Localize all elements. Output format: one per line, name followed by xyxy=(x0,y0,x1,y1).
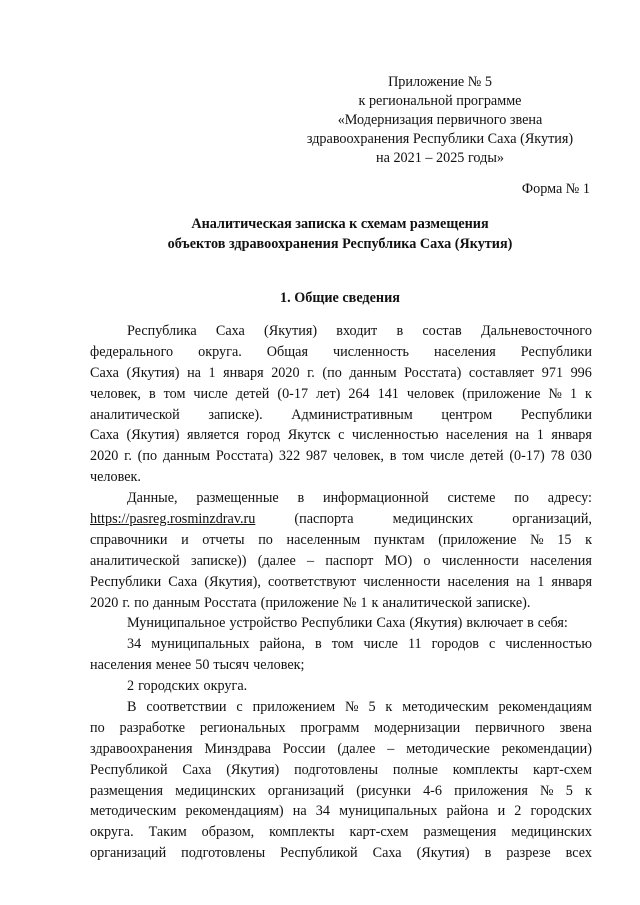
word: Данные, xyxy=(127,490,178,507)
word: Росстата xyxy=(204,594,257,611)
word: (по xyxy=(137,448,158,465)
word: (паспорта xyxy=(294,511,354,528)
word: том xyxy=(331,636,354,653)
body-line xyxy=(90,739,592,760)
word: к xyxy=(385,699,393,716)
word: Республика xyxy=(127,323,197,339)
word: том xyxy=(402,448,425,465)
word: 1 xyxy=(537,573,545,590)
word: № xyxy=(530,531,544,548)
title-line: объектов здравоохранения Республика Саха (Якутия) xyxy=(167,236,513,252)
word: организаций xyxy=(267,782,345,799)
word: детей xyxy=(235,385,270,402)
word: Саха xyxy=(372,845,402,862)
word: (приложение xyxy=(260,594,339,611)
word: января xyxy=(551,427,592,444)
word: 1 xyxy=(208,364,216,381)
body-line xyxy=(90,446,592,467)
word: муниципальных xyxy=(151,636,250,653)
word: (Якутия) xyxy=(264,323,318,339)
body-line xyxy=(90,676,592,697)
word: Таким xyxy=(148,824,187,841)
word: 322 xyxy=(278,448,301,465)
word: комплекты xyxy=(452,761,519,778)
word: человек, xyxy=(90,385,141,402)
word: аналитической xyxy=(90,552,180,569)
word: карт-схем xyxy=(349,824,409,841)
word: Республики xyxy=(520,343,592,360)
word: с xyxy=(489,636,496,653)
body-line xyxy=(90,781,592,802)
word: рекомендации) xyxy=(501,740,592,757)
word: (0-17) xyxy=(509,448,545,465)
word: – xyxy=(307,552,315,569)
word: детей xyxy=(469,448,504,465)
body-line xyxy=(90,425,592,446)
word: первичного xyxy=(475,719,545,736)
word: 11 xyxy=(407,636,422,653)
annex-line: на 2021 – 2025 годы» xyxy=(376,150,504,166)
word: России xyxy=(282,740,326,757)
word: 5 xyxy=(565,782,573,799)
word: 971 xyxy=(541,364,564,381)
word: к xyxy=(585,782,592,799)
word: Муниципальное xyxy=(127,615,226,632)
word: Саха xyxy=(90,427,119,444)
word: Республики xyxy=(301,615,373,632)
body-line xyxy=(90,363,592,384)
body-line xyxy=(90,593,592,614)
word: численность xyxy=(333,343,410,360)
word: Саха xyxy=(182,761,212,778)
word: центром xyxy=(441,406,493,423)
word: комплекты xyxy=(269,824,335,841)
word: Саха xyxy=(376,615,406,632)
word: с xyxy=(236,699,243,716)
word: 4-6 xyxy=(423,782,442,799)
word: муниципальных xyxy=(339,803,438,820)
word: аналитической xyxy=(90,406,180,423)
body-line xyxy=(90,760,592,781)
word: человек; xyxy=(253,657,305,674)
word: пунктам xyxy=(373,531,425,548)
word: включает xyxy=(466,615,524,632)
word: к xyxy=(585,531,592,548)
word: численностью xyxy=(351,427,439,444)
word: № xyxy=(345,699,359,716)
word: рекомендациям xyxy=(498,699,592,716)
body-line xyxy=(90,843,592,864)
word: человек, xyxy=(332,448,384,465)
word: приложением xyxy=(252,699,336,716)
word: В xyxy=(127,699,137,716)
word: человек xyxy=(406,385,455,402)
word: населенным xyxy=(286,531,361,548)
word: адресу: xyxy=(547,490,592,507)
word: № xyxy=(342,594,357,611)
word: Саха xyxy=(215,323,245,339)
word: 264 xyxy=(348,385,370,402)
word: человек. xyxy=(90,469,141,486)
word: соответствуют xyxy=(267,573,357,590)
word: в xyxy=(527,615,534,632)
word: методические xyxy=(406,740,490,757)
word: (Якутия), xyxy=(204,573,261,590)
word: (далее xyxy=(337,740,376,757)
body-line xyxy=(90,384,592,405)
word: округа. xyxy=(198,343,242,360)
word: населения xyxy=(447,573,510,590)
word: численности xyxy=(363,573,441,590)
word: медицинских xyxy=(511,824,592,841)
word: на xyxy=(515,427,530,444)
word: размещения xyxy=(423,824,497,841)
section-heading: 1. Общие сведения xyxy=(280,290,400,306)
word: лет) xyxy=(316,385,341,402)
word: округа. xyxy=(90,824,134,841)
word: записке). xyxy=(476,594,531,611)
body-line xyxy=(90,488,592,509)
word: город xyxy=(246,427,281,444)
word: данным xyxy=(349,364,397,381)
word: является xyxy=(187,427,240,444)
word: организаций, xyxy=(512,511,592,528)
word: 2020 xyxy=(271,364,300,381)
word: о xyxy=(423,552,431,569)
word: и xyxy=(181,531,189,548)
word: Росстата) xyxy=(215,448,274,465)
word: городов xyxy=(431,636,480,653)
word: организаций xyxy=(90,845,167,862)
word: устройство xyxy=(229,615,298,632)
form-label: Форма № 1 xyxy=(521,181,590,197)
word: населения xyxy=(90,657,152,674)
word: 141 xyxy=(377,385,399,402)
word: числе xyxy=(193,385,228,402)
word: (Якутия) xyxy=(126,364,180,381)
word: по xyxy=(514,490,529,507)
annex-header xyxy=(300,73,580,168)
word: федерального xyxy=(90,343,174,360)
body-line xyxy=(90,530,592,551)
word: с xyxy=(338,427,345,444)
word: программ xyxy=(300,719,360,736)
body-line xyxy=(90,697,592,718)
word: данным xyxy=(162,448,211,465)
word: на xyxy=(292,803,307,820)
word: Росстата) xyxy=(404,364,462,381)
word: МО) xyxy=(384,552,413,569)
word: 2 xyxy=(514,803,522,820)
word: 50 xyxy=(195,657,210,674)
word: (по xyxy=(322,364,342,381)
word: паспорт xyxy=(325,552,374,569)
body-line xyxy=(90,509,592,530)
word: медицинских xyxy=(175,782,256,799)
word: января xyxy=(551,573,592,590)
word: методическим xyxy=(90,803,177,820)
word: входит xyxy=(336,323,378,339)
body-line xyxy=(90,822,592,843)
word: системе xyxy=(447,490,496,507)
word: региональных xyxy=(199,719,286,736)
word: соответствии xyxy=(146,699,227,716)
body-line xyxy=(90,634,592,655)
word: здравоохранения xyxy=(90,740,193,757)
word: (0-17 xyxy=(277,385,309,402)
word: (далее xyxy=(257,552,296,569)
word: полные xyxy=(392,761,438,778)
word: Республики xyxy=(90,573,162,590)
word: по xyxy=(134,594,149,611)
word: (приложение xyxy=(462,385,541,402)
word: менее xyxy=(155,657,192,674)
word: в xyxy=(389,448,397,465)
word: всех xyxy=(565,845,592,862)
word: в xyxy=(396,323,404,339)
word: Саха xyxy=(168,573,198,590)
word: информационной xyxy=(323,490,429,507)
word: записке). xyxy=(208,406,263,423)
word: по xyxy=(258,531,273,548)
word: Минздрава xyxy=(204,740,271,757)
word: числе xyxy=(429,448,465,465)
word: Республики xyxy=(520,406,592,423)
word: численностью xyxy=(505,636,592,653)
word: 1 xyxy=(536,427,544,444)
word: 030 xyxy=(570,448,592,465)
word: том xyxy=(163,385,186,402)
word: на xyxy=(187,364,201,381)
word: 5 xyxy=(368,699,376,716)
word: звена xyxy=(559,719,592,736)
word: г. xyxy=(307,364,315,381)
pasreg-link[interactable]: https://pasreg.rosminzdrav.ru xyxy=(90,511,256,528)
word: состав xyxy=(422,323,462,339)
word: 34 xyxy=(127,636,142,653)
body-line xyxy=(90,467,592,488)
word: 2020 xyxy=(90,448,119,465)
word: к xyxy=(371,594,379,611)
word: Республикой xyxy=(280,845,358,862)
word: 15 xyxy=(557,531,572,548)
word: подготовлены xyxy=(181,845,266,862)
body-line xyxy=(90,613,592,634)
word: г. xyxy=(122,594,131,611)
word: отчеты xyxy=(202,531,245,548)
word: в xyxy=(314,636,322,653)
word: городских xyxy=(530,803,592,820)
word: (приложение xyxy=(438,531,517,548)
word: (рисунки xyxy=(356,782,411,799)
word: себя: xyxy=(537,615,568,632)
body-line xyxy=(90,572,592,593)
annex-line: здравоохранения Республики Саха (Якутия) xyxy=(306,131,574,147)
word: Общая xyxy=(266,343,309,360)
word: и xyxy=(497,803,506,820)
word: Республикой xyxy=(90,761,168,778)
word: приложения xyxy=(454,782,528,799)
word: 996 xyxy=(570,364,592,381)
word: 2020 xyxy=(90,594,119,611)
body-text xyxy=(90,321,592,864)
word: (Якутия) xyxy=(416,845,470,862)
word: января xyxy=(223,364,264,381)
annex-line: «Модернизация первичного звена xyxy=(337,112,543,128)
word: (Якутия) xyxy=(126,427,180,444)
word: 987 xyxy=(305,448,328,465)
word: 1 xyxy=(569,385,578,402)
body-line xyxy=(90,718,592,739)
word: данным xyxy=(152,594,201,611)
annex-line: Приложение № 5 xyxy=(388,74,492,90)
body-line xyxy=(90,342,592,363)
word: размещенные xyxy=(196,490,279,507)
word: района xyxy=(446,803,489,820)
word: численности xyxy=(441,552,519,569)
word: 78 xyxy=(550,448,565,465)
word: № xyxy=(540,782,554,799)
word: в xyxy=(148,385,156,402)
body-line xyxy=(90,405,592,426)
word: округа. xyxy=(203,678,248,695)
word: Якутск xyxy=(287,427,331,444)
word: медицинских xyxy=(392,511,474,528)
word: 1 xyxy=(360,594,368,611)
word: разработке xyxy=(119,719,186,736)
word: г. xyxy=(124,448,132,465)
word: по xyxy=(90,719,105,736)
word: Административным xyxy=(291,406,413,423)
word: населения xyxy=(530,552,592,569)
word: района, xyxy=(259,636,305,653)
word: – xyxy=(387,740,395,757)
word: на xyxy=(516,573,531,590)
word: к xyxy=(585,385,592,402)
word: рекомендациям) xyxy=(185,803,284,820)
word: Саха xyxy=(90,364,119,381)
word: карт-схем xyxy=(533,761,592,778)
word: 2 xyxy=(127,678,135,695)
word: (Якутия) xyxy=(409,615,463,632)
word: (Якутия) xyxy=(226,761,280,778)
body-line xyxy=(90,801,592,822)
word: образом, xyxy=(201,824,255,841)
body-line xyxy=(90,321,592,342)
word: разрезе xyxy=(506,845,551,862)
word: населения xyxy=(446,427,508,444)
word: в xyxy=(297,490,305,507)
body-line xyxy=(90,551,592,572)
word: 34 xyxy=(315,803,330,820)
word: методическим xyxy=(402,699,489,716)
word: числе xyxy=(363,636,398,653)
word: записке)) xyxy=(190,552,247,569)
word: тысяч xyxy=(213,657,250,674)
word: справочники xyxy=(90,531,168,548)
title-line: Аналитическая записка к схемам размещения xyxy=(191,216,489,232)
body-line xyxy=(90,655,592,676)
word: в xyxy=(484,845,492,862)
word: размещения xyxy=(90,782,164,799)
word: № xyxy=(548,385,562,402)
word: составляет xyxy=(468,364,535,381)
document-title xyxy=(90,214,590,254)
word: аналитической xyxy=(382,594,473,611)
word: населения xyxy=(434,343,496,360)
word: городских xyxy=(138,678,200,695)
word: подготовлены xyxy=(294,761,379,778)
annex-line: к региональной программе xyxy=(358,93,522,109)
word: модернизации xyxy=(374,719,461,736)
word: Дальневосточного xyxy=(480,323,592,339)
